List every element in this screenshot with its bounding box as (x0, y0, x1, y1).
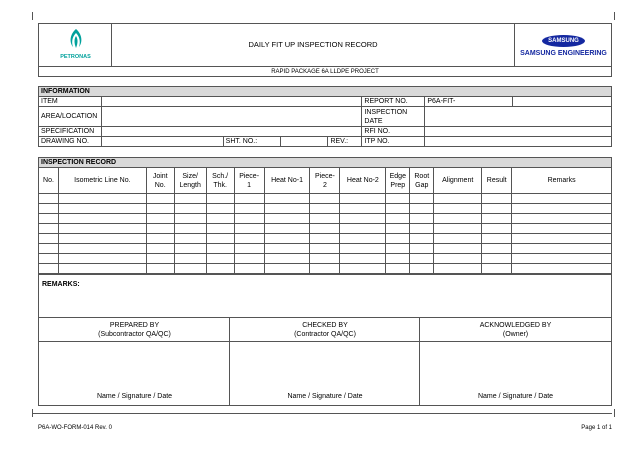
table-cell[interactable] (174, 224, 206, 234)
table-cell[interactable] (206, 224, 234, 234)
inspection-section (38, 157, 612, 274)
column-header-text: Piece- (315, 172, 335, 180)
table-cell[interactable] (310, 214, 340, 224)
column-header-text: 1 (247, 181, 252, 189)
information-heading: INFORMATION (39, 87, 612, 97)
column-header (264, 168, 310, 194)
prepared-sub: (Subcontractor QA/QC) (98, 331, 171, 338)
table-cell[interactable] (234, 204, 264, 214)
table-cell[interactable] (39, 214, 59, 224)
crop-mark-bottom-right (614, 409, 615, 417)
table-cell[interactable] (482, 264, 512, 274)
specification-label: SPECIFICATION (39, 127, 102, 137)
checked-sub: (Contractor QA/QC) (294, 331, 356, 338)
table-cell[interactable] (58, 264, 146, 274)
table-cell[interactable] (512, 244, 612, 254)
page-number: Page 1 of 1 (581, 425, 612, 431)
table-cell[interactable] (340, 204, 386, 214)
table-cell[interactable] (386, 244, 410, 254)
column-header-text: Result (486, 177, 507, 184)
table-cell[interactable] (206, 204, 234, 214)
table-cell[interactable] (310, 264, 340, 274)
column-header-text: Root (414, 172, 430, 180)
rev-label: REV.: (328, 137, 362, 147)
table-cell[interactable] (386, 234, 410, 244)
remarks-area[interactable] (39, 291, 611, 317)
inspection-date-value[interactable] (425, 107, 612, 127)
table-cell[interactable] (58, 224, 146, 234)
table-cell[interactable] (264, 204, 310, 214)
samsung-engineering-text: SAMSUNG ENGINEERING (520, 50, 607, 57)
table-cell[interactable] (482, 204, 512, 214)
rfi-label: RFI NO. (362, 127, 425, 137)
column-header (206, 168, 234, 194)
table-cell[interactable] (340, 234, 386, 244)
column-header (39, 168, 59, 194)
table-cell[interactable] (264, 224, 310, 234)
table-cell[interactable] (234, 194, 264, 204)
table-cell[interactable] (39, 244, 59, 254)
petronas-logo-text: PETRONAS (60, 54, 91, 60)
column-header-text: No. (43, 177, 54, 184)
column-header-text: Prep (390, 181, 406, 189)
table-cell[interactable] (206, 194, 234, 204)
project-name: RAPID PACKAGE 6A LLDPE PROJECT (39, 66, 611, 77)
table-cell[interactable] (512, 194, 612, 204)
table-cell[interactable] (39, 234, 59, 244)
table-row (39, 204, 612, 214)
table-cell[interactable] (386, 204, 410, 214)
form-title: DAILY FIT UP INSPECTION RECORD (248, 40, 378, 49)
area-label: AREA/LOCATION (39, 107, 102, 127)
table-cell[interactable] (386, 254, 410, 264)
acknowledged-sub: (Owner) (502, 331, 529, 338)
information-section (38, 86, 612, 147)
table-cell[interactable] (234, 214, 264, 224)
table-cell[interactable] (310, 254, 340, 264)
column-header-text: Thk. (213, 181, 227, 189)
table-cell[interactable] (206, 254, 234, 264)
prepared-sign-area[interactable] (39, 341, 230, 391)
inspection-heading: INSPECTION RECORD (39, 158, 612, 168)
table-cell[interactable] (58, 204, 146, 214)
table-cell[interactable] (434, 254, 482, 264)
table-cell[interactable] (264, 244, 310, 254)
table-cell[interactable] (39, 224, 59, 234)
table-cell[interactable] (434, 264, 482, 274)
column-header (146, 168, 174, 194)
table-cell[interactable] (340, 224, 386, 234)
table-cell[interactable] (410, 264, 434, 274)
table-cell[interactable] (146, 244, 174, 254)
table-cell[interactable] (174, 234, 206, 244)
inspection-date-line-1: INSPECTION (364, 108, 408, 116)
table-cell[interactable] (234, 244, 264, 254)
inspection-table (38, 157, 612, 274)
inspection-date-label (362, 107, 425, 127)
table-cell[interactable] (174, 254, 206, 264)
table-cell[interactable] (482, 224, 512, 234)
table-cell[interactable] (512, 204, 612, 214)
table-row (39, 264, 612, 274)
table-row (39, 244, 612, 254)
table-cell[interactable] (234, 224, 264, 234)
column-header-text: Size/ (182, 172, 198, 180)
table-cell[interactable] (39, 264, 59, 274)
acknowledged-sign-area[interactable] (420, 341, 611, 391)
table-cell[interactable] (146, 204, 174, 214)
table-cell[interactable] (58, 194, 146, 204)
table-cell[interactable] (340, 244, 386, 254)
acknowledged-sign-label: Name / Signature / Date (477, 393, 554, 400)
drawing-label: DRAWING NO. (39, 137, 102, 147)
table-cell[interactable] (434, 204, 482, 214)
table-cell[interactable] (512, 254, 612, 264)
table-cell[interactable] (264, 264, 310, 274)
crop-mark-top-left (32, 12, 33, 20)
table-row (39, 224, 612, 234)
table-cell[interactable] (264, 254, 310, 264)
sht-value[interactable] (280, 137, 328, 147)
sht-label: SHT. NO.: (223, 137, 280, 147)
table-cell[interactable] (264, 194, 310, 204)
table-cell[interactable] (310, 194, 340, 204)
petronas-logo-cell (39, 24, 112, 66)
table-cell[interactable] (234, 254, 264, 264)
rfi-value[interactable] (425, 127, 612, 137)
signature-acknowledged (420, 318, 611, 406)
table-cell[interactable] (174, 264, 206, 274)
table-cell[interactable] (386, 224, 410, 234)
table-cell[interactable] (482, 244, 512, 254)
table-cell[interactable] (174, 204, 206, 214)
checked-title: CHECKED BY (302, 322, 348, 329)
table-cell[interactable] (174, 194, 206, 204)
header-block (38, 23, 612, 77)
table-cell[interactable] (512, 214, 612, 224)
column-header-text: Piece- (239, 172, 260, 180)
table-row (39, 194, 612, 204)
checked-sign-label: Name / Signature / Date (287, 393, 363, 400)
table-cell[interactable] (206, 214, 234, 224)
table-cell[interactable] (39, 204, 59, 214)
table-cell[interactable] (340, 194, 386, 204)
table-cell[interactable] (434, 244, 482, 254)
table-cell[interactable] (146, 254, 174, 264)
column-header (310, 168, 340, 194)
column-header-text: No. (154, 181, 166, 189)
column-header-text: Alignment (442, 177, 474, 184)
table-cell[interactable] (340, 264, 386, 274)
table-cell[interactable] (58, 214, 146, 224)
column-header (410, 168, 434, 194)
column-header (434, 168, 482, 194)
table-row (39, 234, 612, 244)
table-cell[interactable] (206, 234, 234, 244)
column-header (512, 168, 612, 194)
table-cell[interactable] (410, 224, 434, 234)
table-cell[interactable] (264, 234, 310, 244)
table-cell[interactable] (434, 224, 482, 234)
column-header (174, 168, 206, 194)
table-cell[interactable] (146, 264, 174, 274)
table-cell[interactable] (410, 214, 434, 224)
samsung-brand-text: SAMSUNG (548, 38, 579, 44)
table-cell[interactable] (39, 254, 59, 264)
column-header (234, 168, 264, 194)
column-header (482, 168, 512, 194)
column-header-text: 2 (323, 181, 327, 189)
column-header (58, 168, 146, 194)
table-cell[interactable] (206, 264, 234, 274)
table-cell[interactable] (410, 234, 434, 244)
petronas-logo-icon (66, 28, 86, 52)
signature-checked (230, 318, 420, 406)
table-cell[interactable] (482, 254, 512, 264)
table-cell[interactable] (206, 244, 234, 254)
inspection-column-headers (39, 168, 612, 194)
column-header (386, 168, 410, 194)
table-cell[interactable] (434, 194, 482, 204)
table-row (39, 214, 612, 224)
table-cell[interactable] (310, 244, 340, 254)
column-header (340, 168, 386, 194)
table-cell[interactable] (58, 234, 146, 244)
specification-value[interactable] (101, 127, 361, 137)
remarks-label: REMARKS: (42, 281, 80, 288)
report-no-value[interactable]: P6A-FIT- (425, 97, 513, 107)
table-cell[interactable] (264, 214, 310, 224)
table-cell[interactable] (512, 234, 612, 244)
column-header-text: Remarks (547, 177, 576, 184)
table-cell[interactable] (58, 244, 146, 254)
item-label: ITEM (39, 97, 102, 107)
table-cell[interactable] (434, 214, 482, 224)
table-cell[interactable] (310, 234, 340, 244)
table-cell[interactable] (386, 214, 410, 224)
column-header-text: Length (179, 181, 201, 189)
area-value[interactable] (101, 107, 361, 127)
table-cell[interactable] (340, 254, 386, 264)
column-header-text: Edge (389, 172, 406, 180)
table-cell[interactable] (434, 234, 482, 244)
table-cell[interactable] (234, 264, 264, 274)
table-cell[interactable] (410, 244, 434, 254)
table-cell[interactable] (482, 234, 512, 244)
column-header-text: Heat No-2 (346, 177, 379, 184)
prepared-title: PREPARED BY (109, 322, 160, 329)
column-header-text: Joint (152, 172, 168, 180)
drawing-value[interactable] (101, 137, 223, 147)
crop-mark-bottom-left (32, 409, 33, 417)
signature-row (39, 317, 611, 405)
table-row (39, 254, 612, 264)
table-cell[interactable] (410, 194, 434, 204)
form-number: P6A-WO-FORM-014 Rev. 0 (38, 425, 112, 431)
table-cell[interactable] (146, 214, 174, 224)
item-value[interactable] (101, 97, 361, 107)
inspection-date-line-2: DATE (364, 117, 383, 125)
column-header-text: Sch./ (212, 172, 229, 180)
prepared-sign-label: Name / Signature / Date (96, 393, 173, 400)
table-cell[interactable] (482, 214, 512, 224)
itp-value[interactable] (425, 137, 612, 147)
table-cell[interactable] (512, 264, 612, 274)
table-cell[interactable] (58, 254, 146, 264)
samsung-logo-cell (514, 24, 611, 66)
signature-prepared (39, 318, 230, 406)
table-cell[interactable] (482, 194, 512, 204)
checked-sign-area[interactable] (230, 341, 420, 391)
table-cell[interactable] (146, 234, 174, 244)
column-header-text: Heat No-1 (271, 177, 303, 184)
table-cell[interactable] (174, 214, 206, 224)
remarks-block (38, 274, 612, 406)
crop-mark-top-right (614, 12, 615, 20)
itp-label: ITP NO. (362, 137, 425, 147)
acknowledged-title: ACKNOWLEDGED BY (479, 322, 552, 329)
table-cell[interactable] (234, 234, 264, 244)
table-cell[interactable] (386, 194, 410, 204)
table-cell[interactable] (39, 194, 59, 204)
table-cell[interactable] (386, 264, 410, 274)
footer-rule (32, 413, 612, 414)
table-cell[interactable] (512, 224, 612, 234)
table-cell[interactable] (310, 204, 340, 214)
table-cell[interactable] (146, 194, 174, 204)
table-cell[interactable] (174, 244, 206, 254)
table-cell[interactable] (410, 254, 434, 264)
table-cell[interactable] (146, 224, 174, 234)
report-no-label: REPORT NO. (362, 97, 425, 107)
report-no-extra[interactable] (513, 97, 612, 107)
table-cell[interactable] (310, 224, 340, 234)
table-cell[interactable] (340, 214, 386, 224)
column-header-text: Isometric Line No. (74, 177, 131, 184)
table-cell[interactable] (410, 204, 434, 214)
column-header-text: Gap (415, 181, 429, 189)
